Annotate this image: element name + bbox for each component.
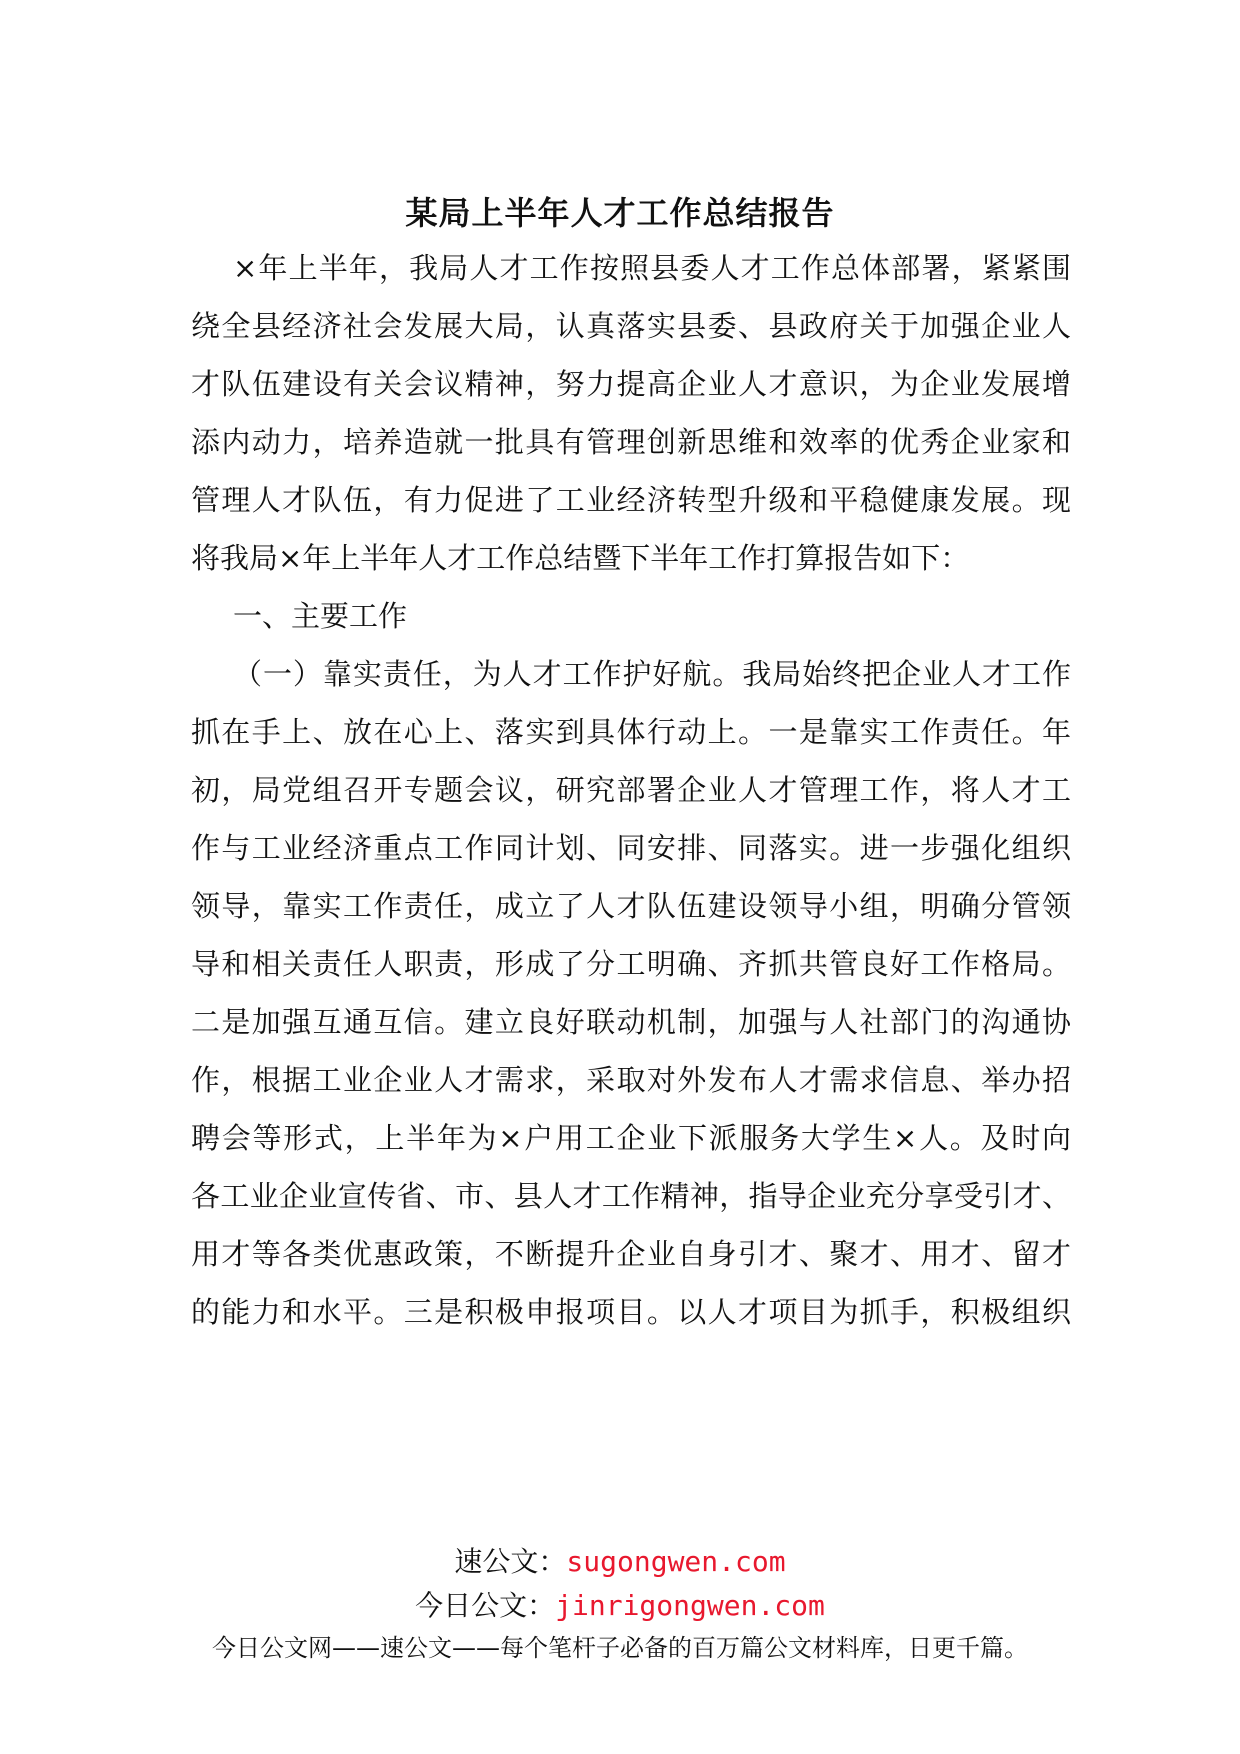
footer-label: 今日公文： <box>415 1589 556 1622</box>
body-line: 领导，靠实工作责任，成立了人才队伍建设领导小组，明确分管领 <box>191 889 1071 923</box>
body-line: 将我局×年上半年人才工作总结暨下半年工作打算报告如下： <box>191 541 970 575</box>
body-line: 管理人才队伍，有力促进了工业经济转型升级和平稳健康发展。现 <box>191 483 1071 517</box>
footer-sugongwen <box>0 1540 1240 1580</box>
body-line: 作，根据工业企业人才需求，采取对外发布人才需求信息、举办招 <box>191 1063 1071 1097</box>
body-line: 的能力和水平。三是积极申报项目。以人才项目为抓手，积极组织 <box>191 1295 1071 1329</box>
body-line: 用才等各类优惠政策，不断提升企业自身引才、聚才、用才、留才 <box>191 1237 1071 1271</box>
body-line: ×年上半年，我局人才工作按照县委人才工作总体部署，紧紧围 <box>233 251 1071 285</box>
document-title: 某局上半年人才工作总结报告 <box>405 194 835 232</box>
section-heading: 一、主要工作 <box>233 599 408 633</box>
body-line: （一）靠实责任，为人才工作护好航。我局始终把企业人才工作 <box>233 657 1071 691</box>
body-line: 各工业企业宣传省、市、县人才工作精神，指导企业充分享受引才、 <box>191 1179 1071 1213</box>
body-line: 添内动力，培养造就一批具有管理创新思维和效率的优秀企业家和 <box>191 425 1071 459</box>
body-line: 聘会等形式，上半年为×户用工企业下派服务大学生×人。及时向 <box>191 1121 1071 1155</box>
body-line: 初，局党组召开专题会议，研究部署企业人才管理工作，将人才工 <box>191 773 1071 807</box>
body-line: 绕全县经济社会发展大局，认真落实县委、县政府关于加强企业人 <box>191 309 1071 343</box>
body-line: 抓在手上、放在心上、落实到具体行动上。一是靠实工作责任。年 <box>191 715 1071 749</box>
body-line: 才队伍建设有关会议精神，努力提高企业人才意识，为企业发展增 <box>191 367 1071 401</box>
footer-link[interactable]: jinrigongwen.com <box>555 1589 825 1622</box>
body-line: 导和相关责任人职责，形成了分工明确、齐抓共管良好工作格局。 <box>191 947 1071 981</box>
footer-link[interactable]: sugongwen.com <box>566 1545 786 1578</box>
footer-label: 速公文： <box>454 1545 567 1578</box>
body-line: 作与工业经济重点工作同计划、同安排、同落实。进一步强化组织 <box>191 831 1071 865</box>
footer-jinrigongwen <box>0 1584 1240 1624</box>
body-line: 二是加强互通互信。建立良好联动机制，加强与人社部门的沟通协 <box>191 1005 1071 1039</box>
footer-slogan: 今日公文网——速公文——每个笔杆子必备的百万篇公文材料库，日更千篇。 <box>212 1634 1028 1662</box>
